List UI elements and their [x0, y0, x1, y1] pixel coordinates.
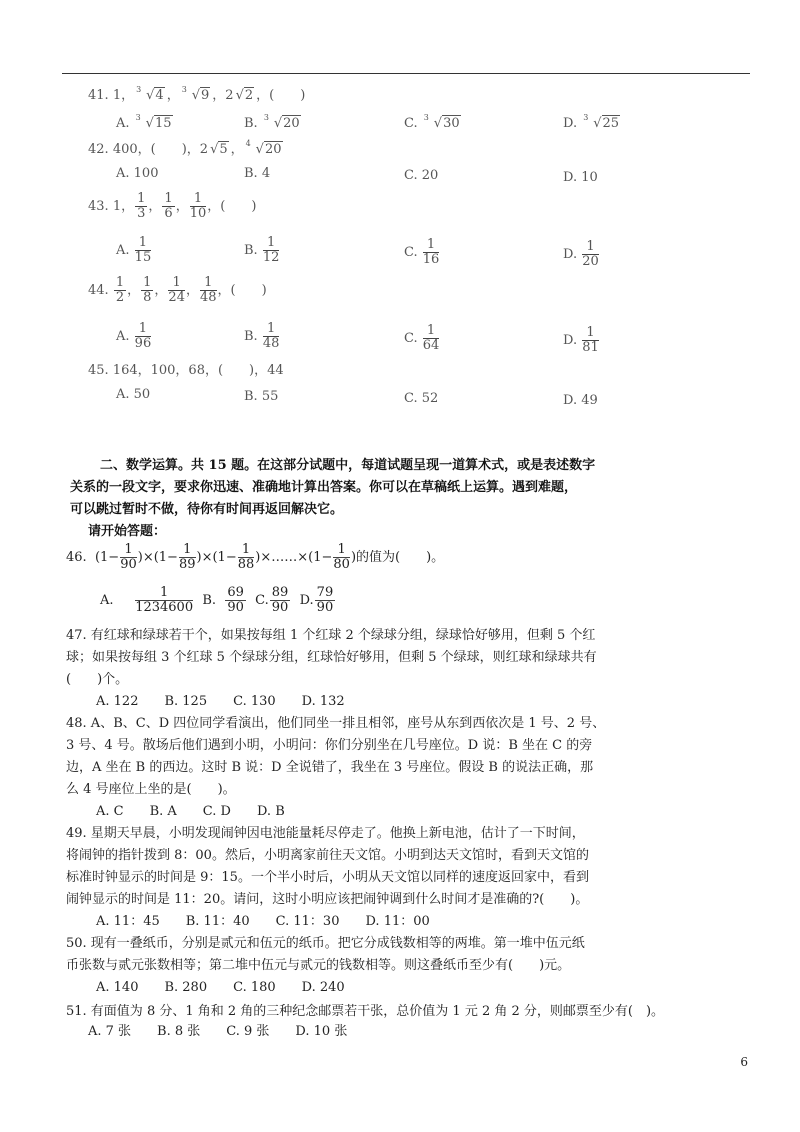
question-48-line-1: 48. A、B、C、D 四位同学看演出，他们同坐一排且相邻，座号从东到西依次是 1 号、2 号、: [66, 716, 606, 731]
option-44-a[interactable]: A. $\frac{1}{96}$: [116, 321, 152, 351]
question-47-line-2: 球；如果按每组 3 个红球 5 个绿球分组，红球恰好够用，但剩 5 个绿球，则红球和绿球共有: [66, 650, 597, 665]
option-41-d[interactable]: D. 3 √ 25: [563, 116, 622, 132]
option-46-b[interactable]: B. $\frac{69}{90}$: [202, 585, 244, 615]
section-intro-line-3: 可以跳过暂时不做，待你有时间再返回解决它。: [70, 502, 344, 517]
option-44-c[interactable]: C. $\frac{1}{64}$: [404, 323, 440, 353]
option-42-b[interactable]: B. 4: [244, 166, 271, 181]
section-intro-line-1: 二、数学运算。共 15 题。在这部分试题中，每道试题呈现一道算术式，或是表述数字: [100, 458, 596, 473]
question-45: 45. 164，100，68，( )，44: [88, 363, 284, 378]
options-47[interactable]: A. 122 B. 125 C. 130 D. 132: [96, 694, 345, 709]
question-49-line-3: 标准时钟显示的时间是 9：15。一个半小时后，小明从天文馆以同样的速度返回家中，看到: [66, 870, 589, 885]
section-intro-line-2: 关系的一段文字，要求你迅速、准确地计算出答案。你可以在草稿纸上运算。遇到难题，: [70, 480, 578, 495]
option-45-c[interactable]: C. 52: [404, 391, 439, 406]
option-44-d[interactable]: D. $\frac{1}{81}$: [563, 325, 599, 355]
question-48-line-3: 边，A 坐在 B 的西边。这时 B 说：D 全说错了，我坐在 3 号座位。假设 B 的说法正确，那: [66, 760, 594, 775]
radical: 3 √ 9: [182, 88, 211, 104]
option-44-b[interactable]: B. $\frac{1}{48}$: [244, 321, 280, 351]
option-41-c[interactable]: C. 3 √ 30: [404, 116, 463, 132]
option-41-a[interactable]: A. 3 √ 15: [116, 116, 175, 132]
radical: 3 √ 4: [136, 88, 165, 104]
question-48-line-4: 么 4 号座位上坐的是( )。: [66, 782, 236, 797]
question-49-line-4: 闹钟显示的时间是 11：20。请问，这时小明应该把闹钟调到什么时间才是准确的?( )。: [66, 892, 589, 907]
question-47-line-1: 47. 有红球和绿球若干个，如果按每组 1 个红球 2 个绿球分组，绿球恰好够用，但剩 5 个红: [66, 628, 596, 643]
option-43-c[interactable]: C. $\frac{1}{16}$: [404, 237, 440, 267]
option-43-d[interactable]: D. $\frac{1}{20}$: [563, 239, 599, 269]
option-45-b[interactable]: B. 55: [244, 389, 279, 404]
options-50[interactable]: A. 140 B. 280 C. 180 D. 240: [96, 980, 345, 995]
question-47-line-3: ( )个。: [66, 672, 129, 687]
option-46-c[interactable]: C. $\frac{89}{90}$: [255, 585, 289, 615]
question-50-line-2: 币张数与贰元张数相等；第二堆中伍元与贰元的钱数相等。则这叠纸币至少有( )元。: [66, 958, 571, 973]
radical: √ 2: [236, 88, 255, 104]
question-49-line-1: 49. 星期天早晨，小明发现闹钟因电池能量耗尽停走了。他换上新电池，估计了一下时间，: [66, 826, 585, 841]
option-45-a[interactable]: A. 50: [116, 387, 151, 402]
options-48[interactable]: A. C B. A C. D D. B: [96, 804, 285, 819]
option-43-b[interactable]: B. $\frac{1}{12}$: [244, 235, 280, 265]
question-50-line-1: 50. 现有一叠纸币，分别是贰元和伍元的纸币。把它分成钱数相等的两堆。第一堆中伍元纸: [66, 936, 585, 951]
options-51[interactable]: A. 7 张 B. 8 张 C. 9 张 D. 10 张: [88, 1024, 348, 1039]
option-42-d[interactable]: D. 10: [563, 170, 598, 185]
header-rule: [62, 73, 750, 74]
question-41: 41. 1， 3 √ 4 ， 3 √ 9 ，2√ 2 ，( ): [88, 88, 305, 104]
option-45-d[interactable]: D. 49: [563, 393, 598, 408]
question-51: 51. 有面值为 8 分、1 角和 2 角的三种纪念邮票若干张，总价值为 1 元 2 角 2 分，则邮票至少有( )。: [66, 1004, 665, 1019]
start-prompt: 请开始答题：: [88, 524, 167, 539]
option-43-a[interactable]: A. $\frac{1}{15}$: [116, 235, 152, 265]
option-42-a[interactable]: A. 100: [116, 166, 159, 181]
option-46-d[interactable]: D. $\frac{79}{90}$: [299, 585, 334, 615]
question-42: 42. 400，( )，2√ 5 ， 4 √ 20: [88, 142, 285, 158]
option-41-b[interactable]: B. 3 √ 20: [244, 116, 303, 132]
question-44: 44. $\frac{1}{2}$ ， $\frac{1}{8}$ ， $\frac{1}{24}$ ， $\frac{1}{48}$ ，( ): [88, 275, 267, 305]
question-46: 46. (1− $\frac{1}{90}$ )×(1− $\frac{1}{89}$ )×(1− $\frac{1}{88}$ )×……×(1− $\frac{1}{80}$ )的值为( )。: [66, 542, 445, 572]
page-number: 6: [740, 1055, 748, 1069]
question-43: 43. 1， $\frac{1}{3}$ ， $\frac{1}{6}$ ， $\frac{1}{10}$ ，( ): [88, 191, 257, 221]
option-42-c[interactable]: C. 20: [404, 168, 439, 183]
question-49-line-2: 将闹钟的指针拨到 8：00。然后，小明离家前往天文馆。小明到达天文馆时，看到天文馆的: [66, 848, 589, 863]
question-48-line-2: 3 号、4 号。散场后他们遇到小明，小明问：你们分别坐在几号座位。D 说：B 坐在 C 的旁: [66, 738, 593, 753]
options-46: [100, 584, 336, 618]
option-46-a[interactable]: A. $\frac{1}{1234600}$: [100, 585, 194, 615]
options-49[interactable]: A. 11：45 B. 11：40 C. 11：30 D. 11：00: [96, 914, 430, 929]
